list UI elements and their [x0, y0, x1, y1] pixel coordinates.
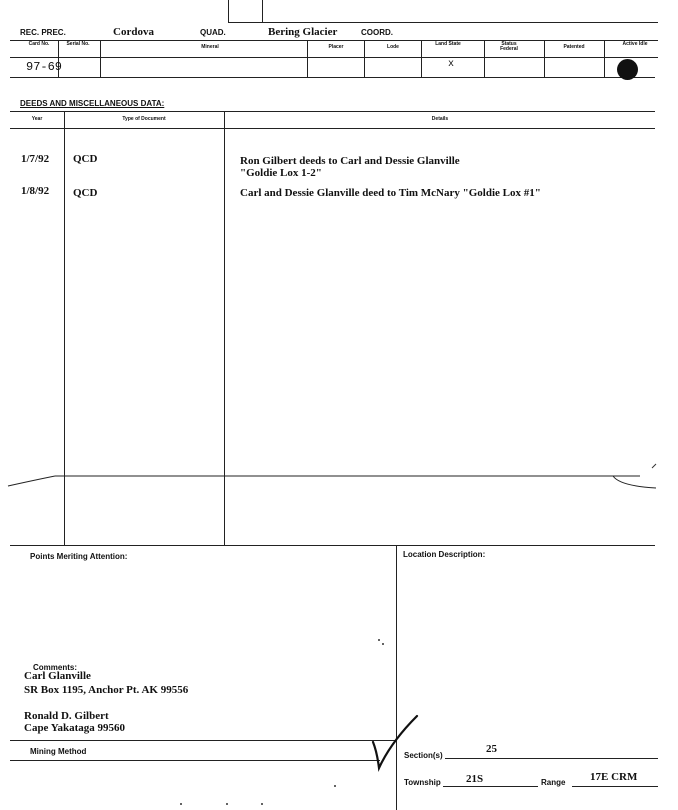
col-serial-no: Serial No.	[66, 41, 90, 47]
township-value: 21S	[466, 773, 484, 785]
col-divider-lode	[421, 40, 422, 77]
speck	[261, 803, 263, 805]
deeds-top-rule	[10, 111, 655, 112]
card-no-value: 97-69	[26, 60, 63, 74]
deeds-bottom-rule	[10, 545, 655, 546]
col-active-idle: Active Idle	[622, 41, 648, 47]
col-mineral: Mineral	[201, 44, 219, 50]
col-lode: Lode	[387, 44, 399, 50]
township-value-line	[443, 786, 538, 787]
quad-value: Bering Glacier	[268, 26, 338, 38]
speck	[382, 643, 384, 645]
speck	[334, 785, 336, 787]
speck	[180, 803, 182, 805]
col-divider-land	[484, 40, 485, 77]
range-label: Range	[541, 778, 566, 787]
comments-line-1: Carl Glanville	[24, 670, 91, 682]
quad-label: QUAD.	[200, 28, 226, 37]
comments-line-2: SR Box 1195, Anchor Pt. AK 99556	[24, 684, 189, 696]
deeds-header-rule	[10, 128, 655, 129]
header-table-top	[10, 40, 658, 41]
col-divider-serial	[100, 40, 101, 77]
deeds-col-type: Type of Document	[122, 116, 166, 122]
deed-1-details-line-2: "Goldie Lox 1-2"	[240, 167, 322, 179]
deed-1-details-line-1: Ron Gilbert deeds to Carl and Dessie Glanville	[240, 155, 460, 167]
township-label: Township	[404, 778, 441, 787]
col-divider-status	[544, 40, 545, 77]
header-table-mid	[10, 57, 658, 58]
section-value-line	[445, 758, 658, 759]
top-tick-left	[228, 0, 229, 22]
col-patented: Patented	[563, 44, 585, 50]
col-divider-patented	[604, 40, 605, 77]
land-state-mark: x	[448, 59, 455, 70]
col-land-state: Land State	[435, 41, 461, 47]
top-rule	[228, 22, 658, 23]
deed-2-type: QCD	[73, 187, 98, 199]
top-tick-right	[262, 0, 263, 22]
comments-label: Comments:	[33, 663, 78, 672]
comments-line-4: Cape Yakataga 99560	[24, 722, 126, 734]
section-value: 25	[486, 743, 497, 755]
deeds-col-year: Year	[31, 116, 43, 122]
deed-1-year: 1/7/92	[21, 153, 50, 165]
deed-2-year: 1/8/92	[21, 185, 50, 197]
fold-crease	[0, 460, 678, 500]
range-value: 17E CRM	[590, 771, 638, 783]
speck	[226, 803, 228, 805]
rec-prec-value: Cordova	[113, 26, 154, 38]
rec-prec-label: REC. PREC.	[20, 28, 66, 37]
col-status-federal: Status Federal	[500, 41, 518, 52]
location-description-label: Location Description:	[403, 550, 486, 559]
deeds-col-details: Details	[431, 116, 449, 122]
col-divider-placer	[364, 40, 365, 77]
check-mark	[365, 712, 425, 772]
section-label: Section(s)	[404, 751, 443, 760]
col-card-no: Card No.	[28, 41, 50, 47]
range-value-line	[572, 786, 658, 787]
comments-line-3: Ronald D. Gilbert	[24, 710, 109, 722]
col-divider-mineral	[307, 40, 308, 77]
coord-label: COORD.	[361, 28, 393, 37]
active-filled-circle	[617, 59, 638, 80]
mining-method-under-rule	[10, 760, 380, 761]
deed-2-details-line-1: Carl and Dessie Glanville deed to Tim McNary "Goldie Lox #1"	[240, 187, 541, 199]
speck	[378, 639, 380, 641]
header-table-bottom	[10, 77, 655, 78]
mining-method-rule	[10, 740, 396, 741]
deed-1-type: QCD	[73, 153, 98, 165]
deeds-section-title: DEEDS AND MISCELLANEOUS DATA:	[20, 99, 165, 108]
points-meriting-label: Points Meriting Attention:	[30, 552, 128, 561]
mining-method-label: Mining Method	[30, 747, 87, 756]
col-placer: Placer	[328, 44, 344, 50]
